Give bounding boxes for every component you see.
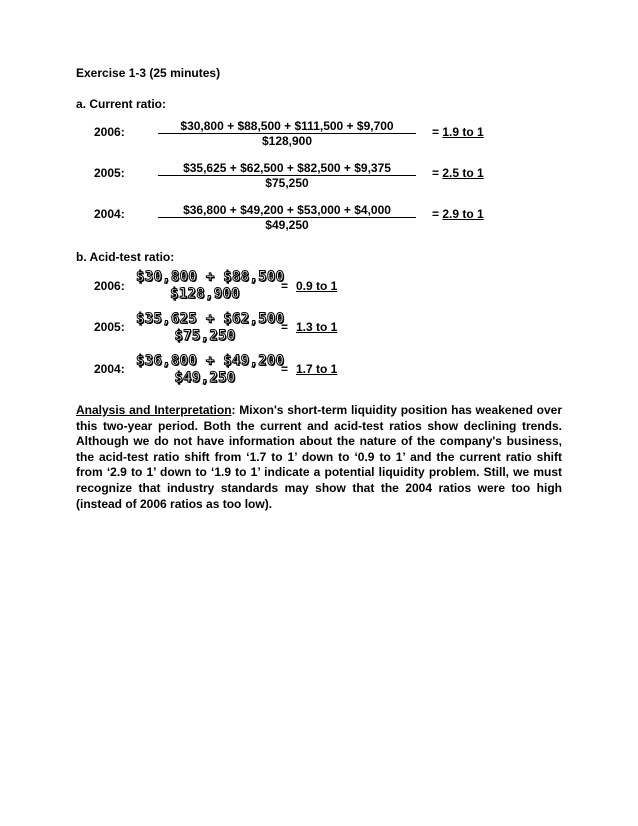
fraction-numerator: $30,800 + $88,500 + $111,500 + $9,700 bbox=[180, 119, 394, 133]
equals-sign: = bbox=[281, 320, 289, 334]
year-label: 2004: bbox=[94, 362, 125, 376]
year-label: 2005: bbox=[94, 320, 125, 334]
fraction-numerator: $36,800 + $49,200 + $53,000 + $4,000 bbox=[183, 203, 391, 217]
ratio-result: = 2.9 to 1 bbox=[432, 207, 484, 221]
fraction-denominator: $49,250 bbox=[174, 370, 236, 386]
ratio-result: = 2.5 to 1 bbox=[432, 166, 484, 180]
fraction-numerator: $30,800 + $88,500 bbox=[136, 269, 285, 285]
equals-sign: = bbox=[281, 362, 289, 376]
year-label: 2005: bbox=[94, 166, 125, 180]
ratio-result: = 1.9 to 1 bbox=[432, 125, 484, 139]
year-label: 2006: bbox=[94, 279, 125, 293]
exercise-title: Exercise 1-3 (25 minutes) bbox=[76, 66, 221, 80]
ratio-result: 0.9 to 1 bbox=[296, 279, 338, 293]
analysis-text: Mixon's short-term liquidity position has weakened over this two-year period. Both the current and acid-test ratios show declining trends. Although we do not have information about the nature of the company's business, the acid-test ratio shift from ‘1.7 to 1’ down to ‘0.9 to 1’ and the current ratio shift from ‘2.9 to 1’ down to ‘1.9 to 1’ indicate a potential liquidity problem. Still, we must recognize that industry standards may show that the 2004 ratios were too high (instead of 2006 ratios as too low). bbox=[76, 403, 563, 511]
fraction-numerator: $35,625 + $62,500 bbox=[136, 311, 285, 327]
ratio-result: 1.3 to 1 bbox=[296, 320, 338, 334]
fraction-numerator: $36,800 + $49,200 bbox=[136, 353, 285, 369]
current-ratio-heading: a. Current ratio: bbox=[76, 97, 167, 111]
fraction-denominator: $75,250 bbox=[174, 328, 236, 344]
fraction-denominator: $49,250 bbox=[265, 218, 309, 232]
equals-sign: = bbox=[281, 279, 289, 293]
analysis-paragraph: Analysis and Interpretation: Mixon's short-term liquidity position has weakened over this two-year period. Both the current and acid-test ratios show declining trends. Although we do not have information about the nature of the company's business, the acid-test ratio shift from ‘1.7 to 1’ down to ‘0.9 to 1’ and the current ratio shift from ‘2.9 to 1’ down to ‘1.9 to 1’ indicate a potential liquidity problem. Still, we must recognize that industry standards may show that the 2004 ratios were too high (instead of 2006 ratios as too low). bbox=[76, 403, 563, 511]
acid-test-heading: b. Acid-test ratio: bbox=[76, 250, 175, 264]
fraction-denominator: $128,900 bbox=[261, 134, 313, 148]
fraction-denominator: $128,900 bbox=[170, 286, 240, 302]
fraction-denominator: $75,250 bbox=[265, 176, 309, 190]
ratio-result: 1.7 to 1 bbox=[296, 362, 338, 376]
year-label: 2006: bbox=[94, 125, 125, 139]
fraction-numerator: $35,625 + $62,500 + $82,500 + $9,375 bbox=[183, 161, 391, 175]
analysis-label: Analysis and Interpretation bbox=[76, 403, 232, 417]
year-label: 2004: bbox=[94, 207, 125, 221]
